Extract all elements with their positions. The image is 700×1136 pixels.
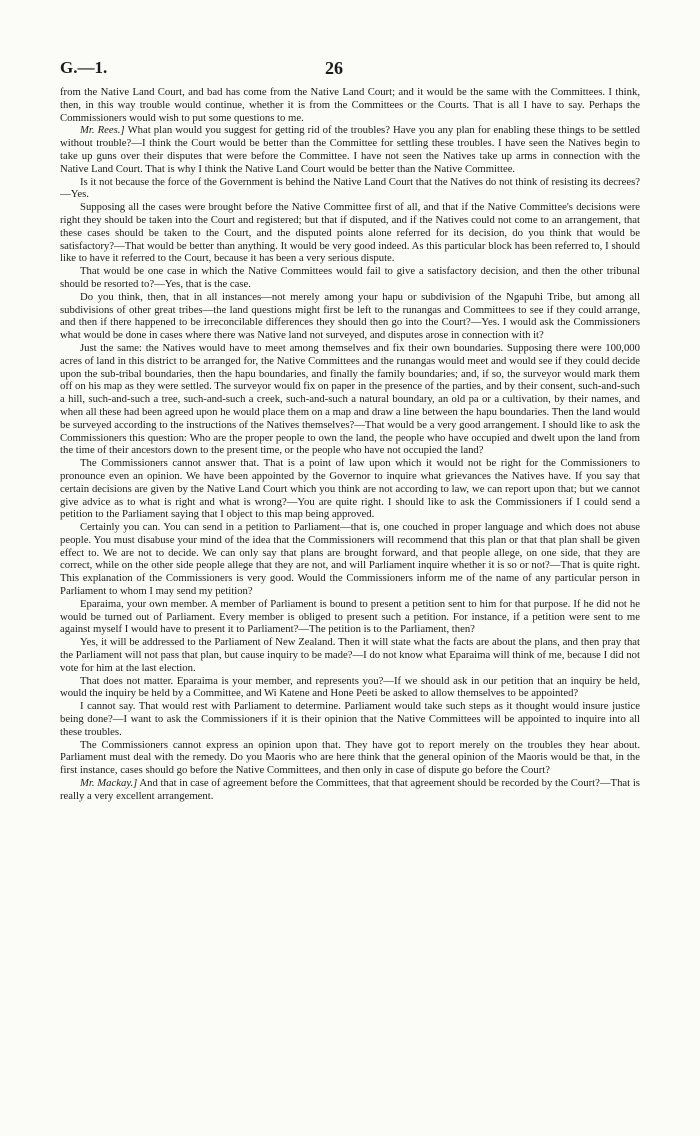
paragraph-text: Is it not because the force of the Government is behind the Native Land Court that the Natives do not think of resisting its decrees?—Yes. bbox=[60, 175, 640, 201]
paragraph bbox=[60, 700, 640, 738]
page-reference: G.—1. bbox=[60, 58, 108, 77]
paragraph bbox=[60, 636, 640, 674]
paragraph bbox=[60, 598, 640, 636]
paragraph-text: Just the same: the Natives would have to meet among themselves and fix their own boundaries. Supposing there were 100,000 acres of land in this district to be arranged for, the Native Committees and the runangas would meet and would see if they could decide upon the sub-tribal boundaries, then the hapu boundaries, and finally the family boundaries; and, if so, the surveyor would mark them off on his map as they were settled. The surveyor would fix on paper in the presence of the parties, and by their consent, such-and-such a hill, such-and-such a tree, such-and-such a creek, such-and-such a natural boundary, an old pa or a cultivation, by their names, and when all these had been agreed upon he would place them on a map and draw a line between the hapu boundaries. Then the land would be surveyed according to the instructions of the Natives themselves?—That would be a very good arrangement. I should like to ask the Commissioners this question: Who are the proper people to own the land, the people who have occupied and dwelt upon the land from the time of their ancestors down to the present time, or the people who have not occupied the land? bbox=[60, 341, 640, 457]
speaker-label: Mr. Rees.] bbox=[80, 124, 125, 137]
paragraph bbox=[60, 777, 640, 803]
document-body bbox=[60, 86, 640, 803]
paragraph bbox=[60, 201, 640, 265]
paragraph-text: That would be one case in which the Native Committees would fail to give a satisfactory decision, and then the other tribunal should be resorted to?—Yes, that is the case. bbox=[60, 265, 640, 290]
paragraph-text: And that in case of agreement before the Committees, that that agreement should be recorded by the Court?—That is really a very excellent arrangement. bbox=[60, 777, 640, 802]
paragraph-text: That does not matter. Eparaima is your member, and represents you?—If we should ask in our petition that an inquiry be held, would the inquiry be held by a Committee, and Wi Katene and Hone Peeti be asked to allow themselves to be appointed? bbox=[60, 674, 640, 700]
paragraph bbox=[60, 457, 640, 521]
paragraph bbox=[60, 739, 640, 777]
paragraph bbox=[60, 675, 640, 701]
paragraph bbox=[60, 342, 640, 457]
paragraph bbox=[60, 86, 640, 124]
paragraph-text: Eparaima, your own member. A member of Parliament is bound to present a petition sent to him for that purpose. If he did not he would be turned out of Parliament. Every member is obliged to present such a petition. For instance, if a petition were sent to me against myself I would have to present it to Parliament?—The petition is to the Parliament, then? bbox=[60, 597, 640, 636]
paragraph-text: What plan would you suggest for getting rid of the troubles? Have you any plan for enabling these things to be settled without trouble?—I think the Court would be better than the Committee for settling these troubles. I have seen the Natives begin to take up guns over their disputes that were before the Committee. I have not seen the Natives take up arms in connection with the Native Land Court. That is why I think the Native Land Court would be better than the Native Committee. bbox=[60, 124, 641, 175]
paragraph bbox=[60, 265, 640, 291]
paragraph bbox=[60, 291, 640, 342]
speaker-label: Mr. Mackay.] bbox=[80, 777, 138, 790]
paragraph-text: Do you think, then, that in all instances—not merely among your hapu or subdivision of the Ngapuhi Tribe, but among all subdivisions of other great tribes—the land questions might first be left to the runangas and Committees to see if they could arrange, and then if there happened to be irreconcilable differences they should then go into the Court?—Yes. I would ask the Commissioners what would be done in cases where there was Native land not surveyed, and disputes arose in connection with it? bbox=[60, 290, 640, 342]
paragraph bbox=[60, 176, 640, 202]
paragraph-text: The Commissioners cannot express an opinion upon that. They have got to report merely on the troubles they hear about. Parliament must deal with the remedy. Do you Maoris who are here think that the general opinion of the Maoris would be that, in the first instance, cases should go before the Native Committees, and then only in case of dispute go before the Court? bbox=[60, 738, 640, 777]
paragraph bbox=[60, 521, 640, 598]
paragraph-text: from the Native Land Court, and bad has come from the Native Land Court; and it would be the same with the Committees. I think, then, in this way trouble would continue, whether it is from the Committees or the Courts. That is all I have to say. Perhaps the Commissioners would wish to put some questions to me. bbox=[60, 86, 640, 124]
paragraph-text: The Commissioners cannot answer that. That is a point of law upon which it would not be right for the Commissioners to pronounce even an opinion. We have been appointed by the Governor to inquire what grievances the Natives have. If you say that certain decisions are given by the Native Land Court which you think are not according to law, we can report upon that; but we cannot give advice as to what is right and what is wrong?—You are quite right. I should like to ask the Commissioners if I could send a petition to the Parliament saying that I object to this map being approved. bbox=[60, 457, 640, 521]
paragraph-text: Supposing all the cases were brought before the Native Committee first of all, and that if the Native Committee's decisions were right they should be taken into the Court and registered; but that if disputed, and if the Natives could not come to an arrangement, that these cases should be taken to the Court, and the disputed points alone referred for its decision, do you think that would be satisfactory?—That would be better than anything. It would be very good indeed. As this particular block has been referred to, I should like to have it referred to the Court, because it has been a very serious dispute. bbox=[60, 201, 640, 265]
paragraph-text: Yes, it will be addressed to the Parliament of New Zealand. Then it will state what the facts are about the plans, and then pray that the Parliament will not pass that plan, but cause inquiry to be made?—I do not know what Eparaima will think of me, because I did not vote for him at the last election. bbox=[60, 636, 640, 674]
page-number: 26 bbox=[325, 58, 343, 78]
paragraph-text: Certainly you can. You can send in a petition to Parliament—that is, one couched in proper language and which does not abuse people. You must disabuse your mind of the idea that the Commissioners will recommend that this plan or that that plan shall be given effect to. We are not to decide. We can only say that plans are brought forward, and that people allege, on one side, that they are correct, while on the other side people allege that they are not, and will Parliament inquire whether it is so or not?—That is quite right. This explanation of the Commissioners is very good. Would the Commissioners inform me of the name of any particular person in Parliament to whom I may send my petition? bbox=[60, 521, 640, 598]
paragraph-text: I cannot say. That would rest with Parliament to determine. Parliament would take such steps as it thought would insure justice being done?—I want to ask the Commissioners if it is their opinion that the Native Committees will be appointed to inquire into all these troubles. bbox=[60, 700, 640, 738]
paragraph bbox=[60, 124, 640, 175]
